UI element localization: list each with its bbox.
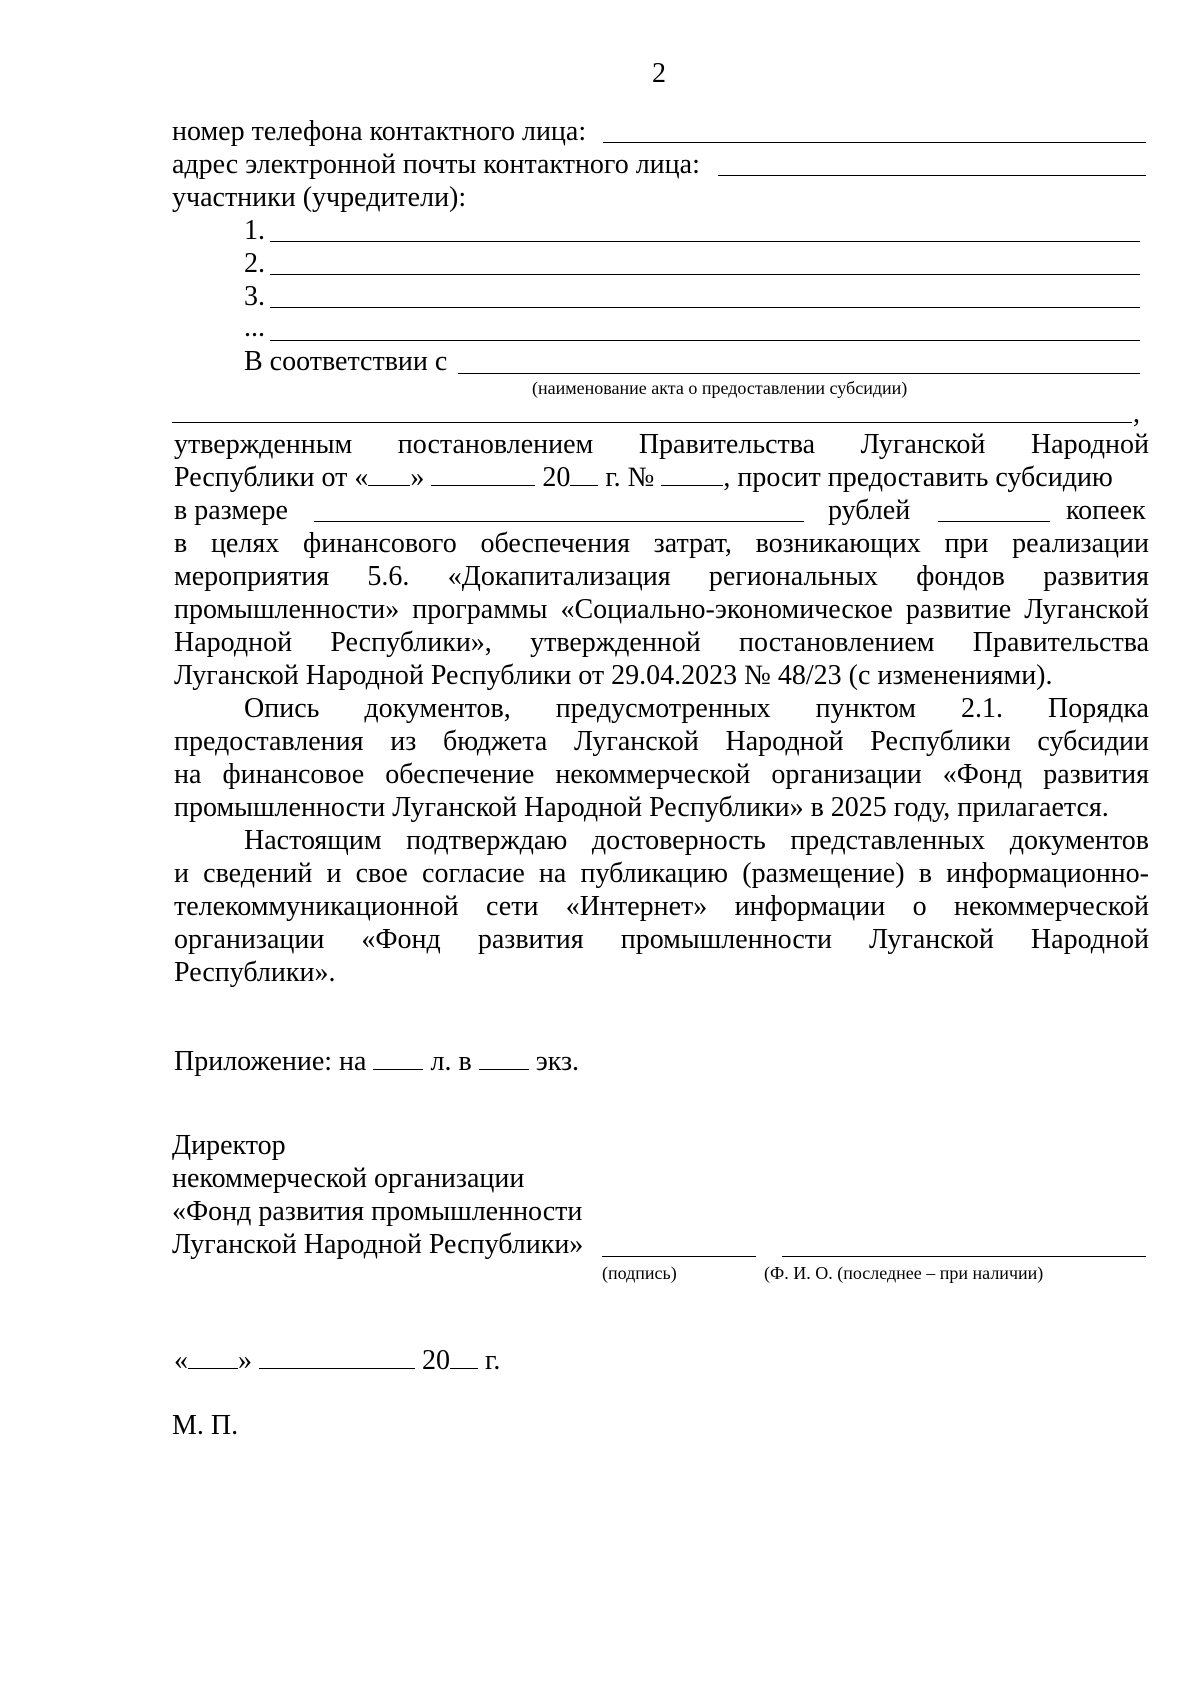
page-number: 2 [652, 58, 666, 89]
email-field-line [718, 175, 1146, 176]
phone-field-line [603, 142, 1146, 143]
body-line-2-e: , просит предоставить субсидию [723, 462, 1113, 493]
signature-hint: (подпись) [602, 1263, 677, 1283]
confirm-line-3: телекоммуникационной сети «Интернет» информации о некоммерческой [174, 891, 1149, 922]
org-line-3: Луганской Народной Республики» [172, 1229, 584, 1260]
body-line-6: промышленности» программы «Социально-экономическое развитие Луганской [174, 594, 1149, 625]
date-close-quote: » [238, 1345, 252, 1376]
inventory-line-4: промышленности Луганской Народной Республики» в 2025 году, прилагается. [174, 792, 1109, 823]
body-line-4: в целях финансового обеспечения затрат, возникающих при реализации [174, 528, 1149, 559]
copies-count-field [479, 1047, 529, 1070]
full-name-hint: (Ф. И. О. (последнее – при наличии) [764, 1263, 1044, 1283]
body-line-8: Луганской Народной Республики от 29.04.2023 № 48/23 (с изменениями). [174, 660, 1053, 691]
amount-rubles-line [314, 521, 804, 522]
inventory-line-2: предоставления из бюджета Луганской Народной Республики субсидии [174, 726, 1149, 757]
day-field [368, 463, 410, 486]
month-field [431, 463, 535, 486]
act-name-line-2 [172, 422, 1132, 423]
act-name-hint: (наименование акта о предоставлении субсидии) [532, 378, 908, 398]
date-g: г. [485, 1345, 501, 1376]
number-field [661, 463, 723, 486]
body-line-2-d: г. № [605, 462, 655, 493]
inventory-line-3: на финансовое обеспечение некоммерческой организации «Фонд развития [174, 759, 1149, 790]
phone-label: номер телефона контактного лица: [172, 116, 587, 147]
inventory-line-1: Опись документов, предусмотренных пунктом 2.1. Порядка [244, 693, 1149, 724]
founder-item-2-line [270, 274, 1140, 275]
date-open-quote: « [174, 1345, 188, 1376]
founder-item-1-number: 1. [244, 215, 265, 246]
founder-item-more-line [270, 340, 1140, 341]
in-accordance-label: В соответствии с [244, 346, 448, 377]
full-name-line [782, 1256, 1146, 1257]
confirm-line-1: Настоящим подтверждаю достоверность представленных документов [244, 825, 1149, 856]
founder-item-3-line [270, 307, 1140, 308]
body-line-3-a: в размере [174, 495, 288, 526]
founders-label: участники (учредители): [172, 182, 467, 213]
date-year-prefix: 20 [422, 1345, 450, 1376]
body-line-7: Народной Республики», утвержденной постановлением Правительства [174, 627, 1149, 658]
body-line-2-b: » [410, 462, 425, 493]
confirm-line-4: организации «Фонд развития промышленности Луганской Народной [174, 924, 1149, 955]
confirm-line-5: Республики». [174, 957, 336, 988]
date-month-field [259, 1346, 415, 1369]
signature-line [602, 1256, 756, 1257]
date-line [174, 1345, 500, 1377]
date-day-field [188, 1346, 238, 1369]
confirm-line-2: и сведений и свое согласие на публикацию (размещение) в информационно- [174, 858, 1149, 889]
body-line-2 [174, 462, 1113, 494]
act-name-comma: , [1133, 398, 1140, 429]
attachment-a: Приложение: на [174, 1046, 367, 1077]
attachment-line [174, 1046, 579, 1078]
org-line-2: «Фонд развития промышленности [172, 1196, 583, 1227]
attachment-b: л. в [430, 1046, 472, 1077]
founder-item-2-number: 2. [244, 248, 265, 279]
founder-item-1-line [270, 241, 1140, 242]
date-year-field [450, 1346, 478, 1369]
director-title: Директор [172, 1130, 286, 1161]
body-line-3-c: копеек [1066, 495, 1146, 526]
stamp-place: М. П. [172, 1410, 239, 1441]
act-name-line [458, 373, 1140, 374]
body-line-1: утвержденным постановлением Правительства Луганской Народной [174, 429, 1149, 460]
body-line-3-b: рублей [828, 495, 911, 526]
year-field [570, 463, 598, 486]
amount-kopeks-line [938, 521, 1050, 522]
body-line-2-c: 20 [542, 462, 571, 493]
body-line-5: мероприятия 5.6. «Докапитализация региональных фондов развития [174, 561, 1149, 592]
sheets-count-field [373, 1047, 423, 1070]
attachment-c: экз. [535, 1046, 579, 1077]
founder-item-3-number: 3. [244, 281, 265, 312]
founder-item-more: ... [244, 312, 265, 343]
email-label: адрес электронной почты контактного лица: [172, 149, 700, 180]
org-line-1: некоммерческой организации [172, 1163, 525, 1194]
body-line-2-a: Республики от « [174, 462, 369, 493]
